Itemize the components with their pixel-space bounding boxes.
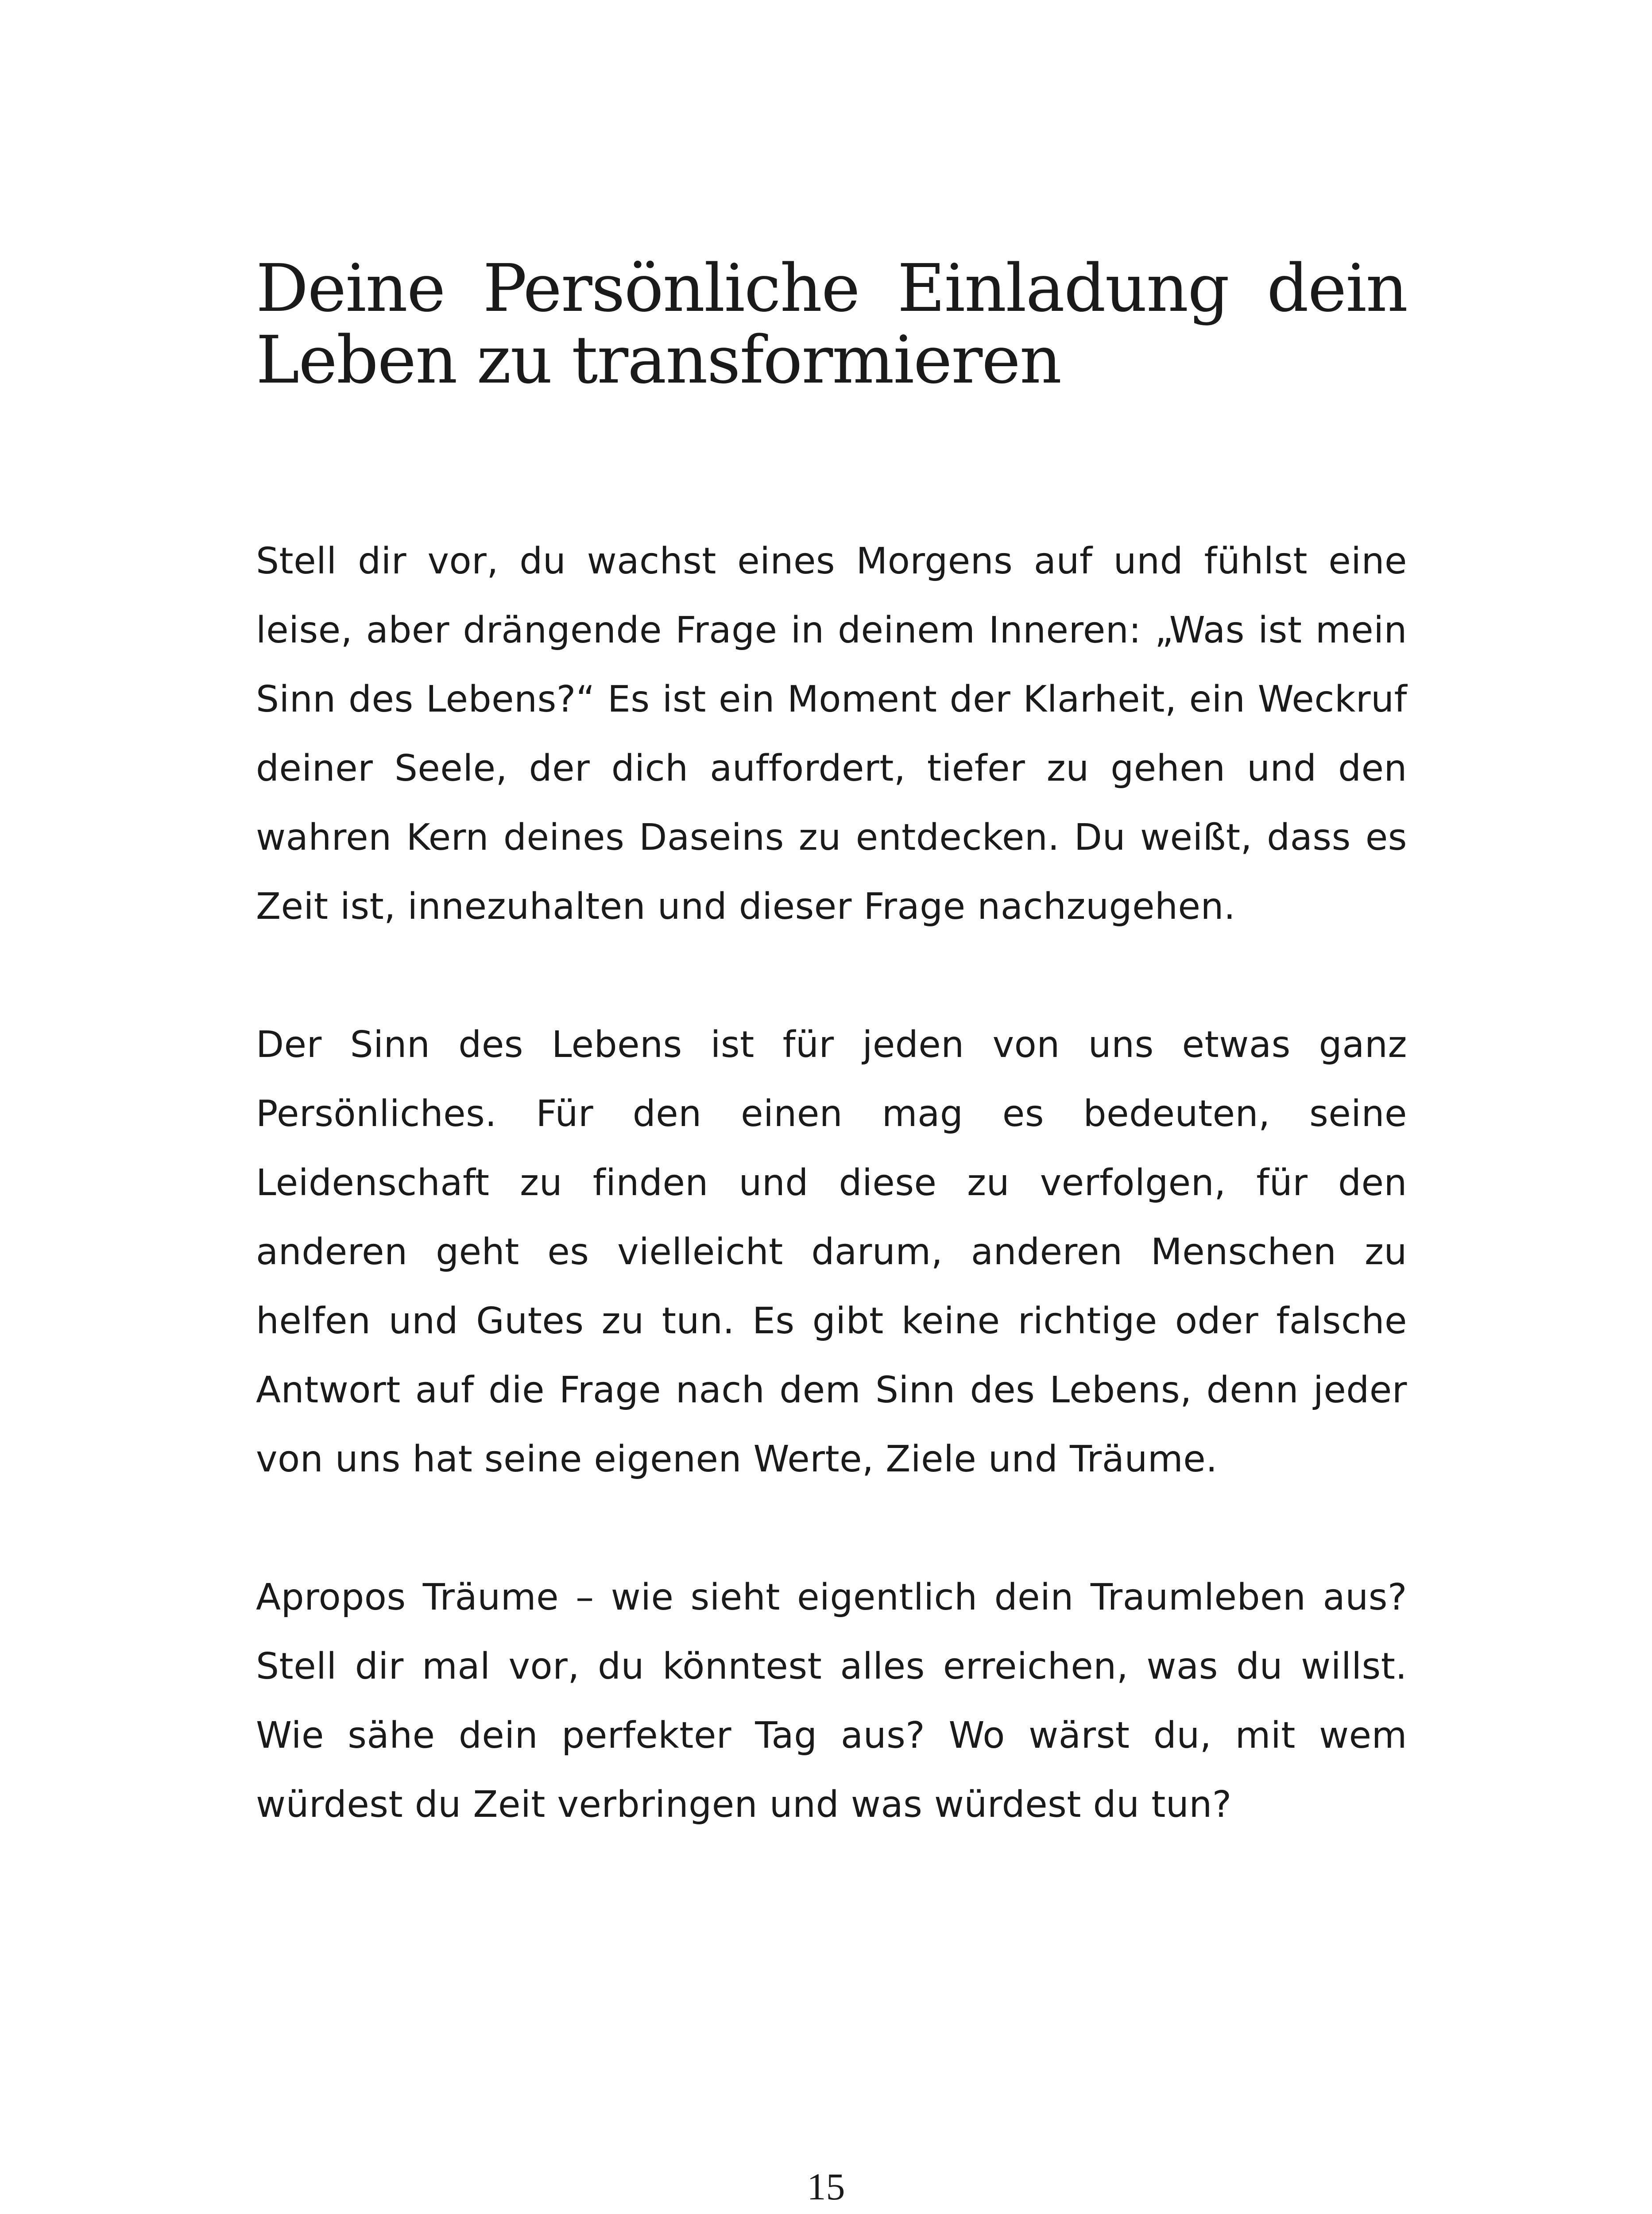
paragraph-3: Apropos Träume – wie sieht eigentlich dein Traumleben aus? Stell dir mal vor, du könntest alles erreichen, was du willst. Wie sähe dein perfekter Tag aus? Wo wärst du, mit wem würdest du Zeit verbringen und was würdest du tun? (256, 1576, 1407, 1826)
body-text (256, 527, 1407, 1839)
paragraph-1: Stell dir vor, du wachst eines Morgens auf und fühlst eine leise, aber drängende Frage in deinem Inneren: „Was ist mein Sinn des Lebens?“ Es ist ein Moment der Klarheit, ein Weckruf deiner Seele, der dich auffordert, tiefer zu gehen und den wahren Kern deines Daseins zu entdecken. Du weißt, dass es Zeit ist, innezuhalten und dieser Frage nachzugehen. (256, 540, 1407, 928)
paragraph-2: Der Sinn des Lebens ist für jeden von uns etwas ganz Persönliches. Für den einen mag es bedeuten, seine Leidenschaft zu finden und diese zu verfolgen, für den anderen geht es vielleicht darum, anderen Menschen zu helfen und Gutes zu tun. Es gibt keine richtige oder falsche Antwort auf die Frage nach dem Sinn des Lebens, denn jeder von uns hat seine eigenen Werte, Ziele und Träume. (256, 1024, 1407, 1480)
page-number: 15 (807, 2165, 845, 2208)
chapter-title: Deine Persönliche Einladung dein Leben zu transformieren (256, 250, 1407, 398)
